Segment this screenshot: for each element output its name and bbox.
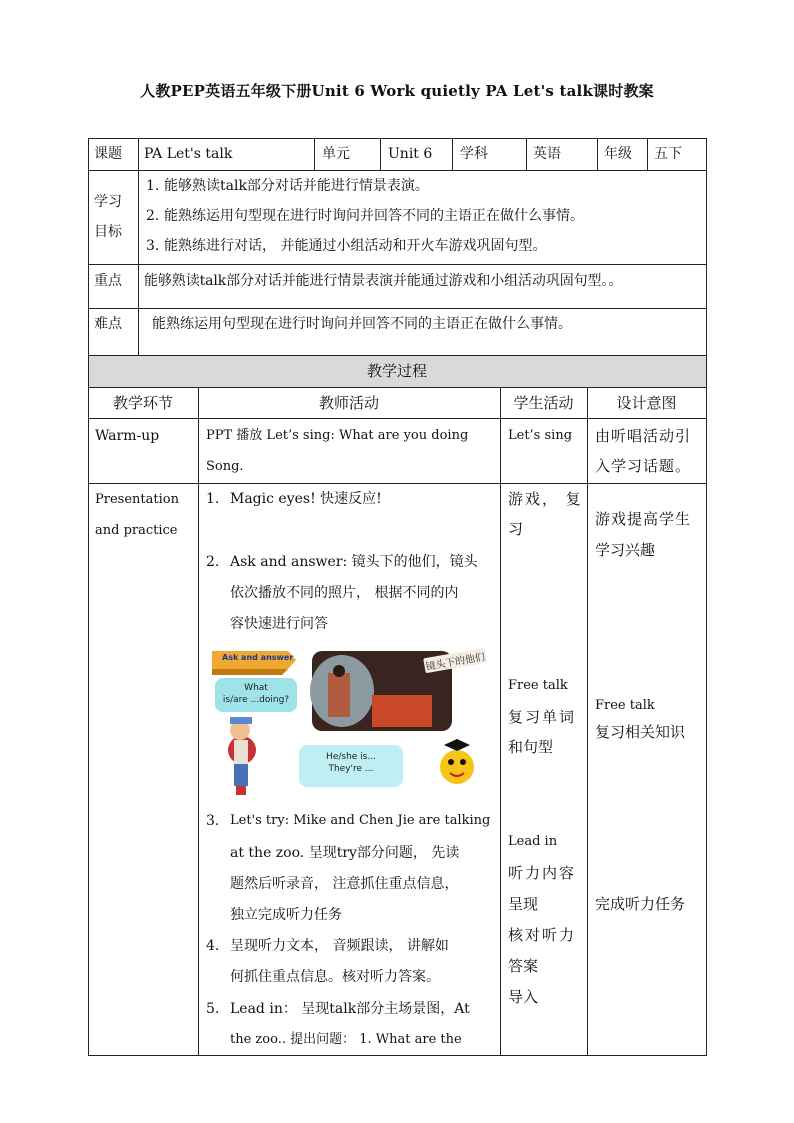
- teacher-item-5-line: the zoo.. 提出问题： 1. What are the: [230, 1032, 462, 1047]
- objectives-list: [140, 171, 706, 261]
- key-point-label: 重点: [94, 273, 122, 289]
- teacher-item-4: 4.: [206, 938, 220, 954]
- topic-value: PA Let's talk: [144, 146, 233, 162]
- photo-caption: 镜头下的他们: [423, 648, 487, 674]
- teacher-item-1: 1. Magic eyes! 快速反应!: [206, 491, 382, 507]
- teacher-item-4-line: 呈现听力文本， 音频跟读， 讲解如: [230, 938, 449, 954]
- student-activity: 呈现: [508, 895, 539, 913]
- key-point-text: 能够熟读talk部分对话并能进行情景表演并能通过游戏和小组活动巩固句型。。: [144, 273, 623, 289]
- teacher-item-3-line: 独立完成听力任务: [230, 907, 342, 923]
- warmup-student: Let’s sing: [508, 428, 573, 443]
- teacher-item-3-line: 题然后听录音， 注意抓住重点信息，: [230, 876, 459, 892]
- presentation-stage-line1: Presentation: [95, 492, 179, 507]
- teacher-item-4-line: 何抓住重点信息。核对听力答案。: [230, 969, 440, 985]
- student-activity: Lead in: [508, 834, 558, 849]
- student-activity: 听力内容: [508, 864, 577, 882]
- unit-label: 单元: [322, 146, 350, 162]
- warmup-teacher-line2: Song.: [206, 459, 244, 474]
- difficult-point-label: 难点: [94, 316, 122, 332]
- teacher-item-2-line: 依次播放不同的照片， 根据不同的内: [230, 585, 459, 601]
- student-activity: 和句型: [508, 738, 554, 756]
- teacher-item-2-line: Ask and answer: 镜头下的他们，镜头: [230, 554, 478, 570]
- warmup-intent-line2: 入学习话题。: [595, 457, 692, 475]
- topic-label: 课题: [94, 146, 122, 162]
- banner-label: Ask and answer: [222, 653, 294, 662]
- document-title: 人教PEP英语五年级下册Unit 6 Work quietly PA Let's talk课时教案: [140, 82, 654, 100]
- grade-value: 五下: [654, 146, 682, 162]
- student-activity: 游戏， 复: [508, 490, 583, 508]
- student-activity: 答案: [508, 957, 539, 975]
- student-activity: 导入: [508, 988, 539, 1006]
- answer-bubble: He/she is... They're ...: [299, 745, 403, 787]
- student-activity: Free talk: [508, 678, 568, 693]
- teacher-item-5: 5.: [206, 1001, 220, 1017]
- objective-item: 1. 能够熟读talk部分对话并能进行情景表演。: [146, 178, 429, 194]
- warmup-intent-line1: 由听唱活动引: [595, 427, 692, 445]
- difficult-point-text: 能熟练运用句型现在进行时询问并回答不同的主语正在做什么事情。: [152, 316, 572, 332]
- objective-item: 3. 能熟练进行对话， 并能通过小组活动和开火车游戏巩固句型。: [146, 238, 547, 254]
- ask-answer-illustration: [212, 645, 494, 800]
- grade-label: 年级: [604, 146, 632, 162]
- col-student: 学生活动: [513, 394, 574, 412]
- col-intent: 设计意图: [616, 394, 677, 412]
- objectives-label-line1: 学习: [94, 194, 122, 210]
- question-bubble: What is/are ...doing?: [215, 678, 297, 712]
- subject-label: 学科: [460, 146, 488, 162]
- design-intent: 游戏提高学生: [595, 510, 692, 528]
- col-teacher: 教师活动: [318, 394, 379, 412]
- warmup-teacher-line1: PPT 播放 Let’s sing: What are you doing: [206, 428, 469, 443]
- presentation-stage-line2: and practice: [95, 523, 178, 538]
- student-activity: 复习单词: [508, 708, 577, 726]
- design-intent: Free talk: [595, 698, 655, 713]
- teacher-item-3-line: Let's try: Mike and Chen Jie are talking: [230, 813, 491, 828]
- subject-value: 英语: [533, 146, 561, 162]
- process-header: 教学过程: [366, 362, 427, 380]
- objectives-label-line2: 目标: [94, 224, 122, 240]
- teacher-item-2: 2.: [206, 554, 220, 570]
- teacher-item-3-line: at the zoo. 呈现try部分问题， 先读: [230, 845, 460, 861]
- design-intent: 复习相关知识: [595, 723, 686, 741]
- warmup-stage: Warm-up: [95, 428, 160, 444]
- objective-item: 2. 能熟练运用句型现在进行时询问并回答不同的主语正在做什么事情。: [146, 208, 584, 224]
- teacher-item-5-line: Lead in： 呈现talk部分主场景图，At: [230, 1001, 470, 1017]
- design-intent: 学习兴趣: [595, 541, 656, 559]
- design-intent: 完成听力任务: [595, 895, 686, 913]
- teacher-item-2-line: 容快速进行问答: [230, 616, 328, 632]
- col-stage: 教学环节: [112, 394, 173, 412]
- student-activity: 习: [508, 520, 524, 538]
- teacher-item-3: 3.: [206, 813, 220, 829]
- student-activity: 核对听力: [508, 926, 577, 944]
- unit-value: Unit 6: [388, 146, 433, 162]
